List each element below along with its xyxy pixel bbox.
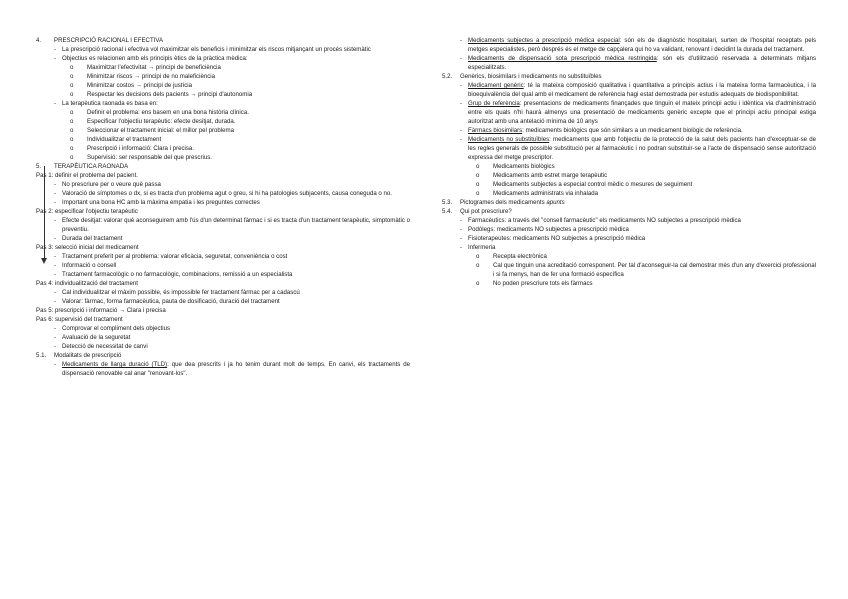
bullet-circle: o [70,73,74,80]
list-item [442,180,816,189]
section-number: 5.2. [442,73,453,80]
list-item [442,36,816,54]
item-text [468,54,816,72]
bullet-dash: - [54,334,57,341]
section-title: TERAPÈUTICA RAONADA [54,163,129,170]
list-item [36,234,410,243]
definition: Durada del tractament [62,235,123,242]
definition: Comprovar el compliment dels objectius [62,325,171,332]
subitem-text [493,279,816,288]
definition: Farmacèutics: a través del "consell farmacèutic" els medicaments NO subjectes a prescripció mèdica [468,217,741,224]
list-item [36,270,410,279]
subitem-label: Maximitzar l'efectivitat → principi de beneficiència [87,64,221,71]
list-item [36,198,410,207]
step-label: Pas 2: especificar l'objectiu terapèutic [36,208,138,215]
subitem-label: Respectar les decisions dels pacients → principi d'autonomia [87,91,253,98]
term: Medicament genèric [468,82,524,89]
item-text [62,270,410,279]
section-title: Qui pot prescriure? [460,208,512,215]
bullet-circle: o [476,172,480,179]
item-text [62,198,410,207]
list-item [442,216,816,225]
bullet-circle: o [476,190,480,197]
subitem-text [493,162,816,171]
list-item [36,297,410,306]
subitem-label: Individualitzar el tractament [87,136,162,143]
bullet-dash: - [54,289,57,296]
left-column [36,36,410,378]
list-item [442,126,816,135]
list-item [442,162,816,171]
section-note: apunts [546,199,565,206]
list-item [442,279,816,288]
subitem-text [493,171,816,180]
section-number: 5.4. [442,208,453,215]
bullet-dash: - [54,325,57,332]
definition: Valoració de símptomes o dx, si es tracta d'un problema agut o greu, si hi ha patologies subjacents, causa coneguda o no. [62,190,392,197]
list-item [36,72,410,81]
definition: : que dea prescrits i ja ho tenim durant molt de temps. En canvi, els tractaments de dispensació renovable cal anar "renovant-los". [62,361,411,377]
bullet-dash: - [54,253,57,260]
term: Medicaments no substituïbles [468,136,550,143]
list-item [36,342,410,351]
subitem-text [87,90,410,99]
list-item [36,54,410,63]
subitem-label: Medicaments subjectes a especial control mèdic o mesures de seguiment [493,181,693,188]
bullet-circle: o [476,280,480,287]
bullet-dash: - [54,217,57,224]
list-item [36,243,410,252]
term: Medicaments de dispensació sota prescripció mèdica restringida [468,55,657,62]
subitem-label: Seleccionar el tractament inicial: el millor pel problema [87,127,234,134]
section-number: 5.3. [442,199,453,206]
list-item [36,99,410,108]
bullet-dash: - [460,55,463,62]
step-label: Pas 4: individualització del tractament [36,280,138,287]
bullet-dash: - [54,46,57,53]
step-label: Pas 6: supervisió del tractament [36,316,123,323]
bullet-dash: - [460,244,463,251]
section-number: 5.1. [36,352,47,359]
bullet-dash: - [460,127,463,134]
bullet-dash: - [54,298,57,305]
list-item [36,81,410,90]
bullet-dash: - [54,190,57,197]
section-title: Modalitats de prescripció [54,352,122,359]
definition: Informació o consell [62,262,117,269]
definition: : té la mateixa composició qualitativa i quantitativa a principis actius i la mateixa forma farmacèutica, i la bioequivalència del qual amb el medicament de referència hagi estat demostrada per estudis adequats de biodisponibilitat. [468,82,816,98]
bullet-dash: - [54,361,57,368]
list-item [36,360,410,378]
definition: Valorar: fàrmac, forma farmacèutica, pauta de dosificació, duració del tractament [62,298,280,305]
definition: : medicaments biològics que són similars a un medicament biològic de referència. [522,127,743,134]
section-heading [442,198,816,207]
list-item [36,207,410,216]
section-heading [36,351,410,360]
bullet-dash: - [54,199,57,206]
section-heading [442,72,816,81]
definition: Fisioterapeutes: medicaments NO subjectes a prescripció mèdica [468,235,646,242]
bullet-circle: o [476,163,480,170]
right-column [442,36,816,288]
item-text [62,333,410,342]
item-text [468,81,816,99]
list-item [442,171,816,180]
bullet-dash: - [460,37,463,44]
term: Fàrmacs biosimilars [468,127,523,134]
definition: : medicaments que amb l'objectiu de la protecció de la salut dels pacients han d'exceptuar-se de les regles generals de possible substitució per al farmacèutic i no podran substituir-se a l'acte de dispensació sense autorització expressa del metge prescriptor. [468,136,816,161]
definition: No prescriure per o veure què passa [62,181,161,188]
item-text [468,99,816,126]
list-item [36,63,410,72]
item-text [62,261,410,270]
definition: : són els d'utilització reservada a determinats mitjans especialitzats. [468,55,817,71]
definition: Important una bona HC amb la màxima empatia i les preguntes correctes [62,199,260,206]
bullet-circle: o [70,145,74,152]
subitem-label: Definir el problema: ens basem en una bona història clínica. [87,109,249,116]
list-item [442,54,816,72]
subitem-label: Medicaments administrats via inhalada [493,190,598,197]
definition: Detecció de necessitat de canvi [62,343,148,350]
section-title: Pictogrames dels medicaments apunts [460,199,565,206]
item-text [468,225,816,234]
list-item [36,45,410,54]
item-text [468,36,816,54]
definition: : són els de diagnòstic hospitalari, surten de l'hospital receptats pels metges especialistes, però després és el metge de capçalera qui ho va validant, renovant i decidint la durada del tractament. [468,37,816,53]
list-item [36,216,410,234]
list-item [442,225,816,234]
subitem-label: Minimitzar costos → principi de justícia [87,82,192,89]
definition: Tractament farmacològic o no farmacològic, combinacions, remissió a un especialista [62,271,293,278]
bullet-circle: o [476,262,480,269]
term: Grup de referència [468,100,520,107]
definition: Avaluació de la seguretat [62,334,131,341]
definition: Infermeria [468,244,496,251]
bullet-circle: o [70,109,74,116]
item-text [62,324,410,333]
list-item [36,189,410,198]
list-item [36,90,410,99]
subitem-label: Especificar l'objectiu terapèutic: efecte desitjat, durada. [87,118,236,125]
list-item [36,108,410,117]
section-title: PRESCRIPCIÓ RACIONAL I EFECTIVA [54,37,164,44]
item-text [62,234,410,243]
bullet-dash: - [54,100,57,107]
subitem-text [87,108,410,117]
list-item [36,144,410,153]
bullet-dash: - [54,271,57,278]
list-item [442,252,816,261]
term: Medicaments de llarga duració (TLD) [62,361,168,368]
bullet-circle: o [70,154,74,161]
subitem-text [87,126,410,135]
subitem-label: Medicaments biològics [493,163,555,170]
subitem-label: Medicaments amb estret marge terapèutic [493,172,608,179]
bullet-circle: o [70,136,74,143]
subitem-text [493,252,816,261]
bullet-dash: - [460,226,463,233]
bullet-circle: o [70,91,74,98]
bullet-dash: - [460,136,463,143]
list-item [36,261,410,270]
item-text [62,360,410,378]
subitem-label: Recepta electrònica [493,253,547,260]
item-text [62,54,410,63]
subitem-text [87,63,410,72]
subitem-text [87,144,410,153]
list-item [36,126,410,135]
subitem-label: Supervisió: ser responsable del que prescrius. [87,154,212,161]
list-item [442,243,816,252]
list-item [36,324,410,333]
section-heading [36,36,410,45]
step-label: Pas 1: definir el problema del pacient. [36,172,138,179]
section-number: 5. [36,163,42,170]
bullet-dash: - [460,82,463,89]
term: Medicaments subjectes a prescripció mèdica especial [468,37,620,44]
section-number: 4. [36,37,42,44]
bullet-dash: - [460,217,463,224]
item-text [62,45,410,54]
item-text [62,99,410,108]
list-item [36,306,410,315]
item-text [62,288,410,297]
subitem-text [87,117,410,126]
step-label: Pas 5: prescripció i informació → Clara i precisa [36,307,166,314]
list-item [442,189,816,198]
subitem-label: Prescripció i informació: Clara i precisa. [87,145,195,152]
bullet-circle: o [70,118,74,125]
list-item [442,135,816,162]
section-title: Genèrics, biosimilars i medicaments no substituïbles [460,73,602,80]
bullet-dash: - [54,262,57,269]
subitem-label: Minimitzar riscos → principi de no maleficiència [87,73,216,80]
item-text [62,342,410,351]
definition: La terapèutica raonada es basa en: [62,100,158,107]
bullet-circle: o [476,181,480,188]
section-heading [36,162,410,171]
list-item [36,180,410,189]
list-item [36,288,410,297]
bullet-dash: - [54,343,57,350]
subitem-label: Cal que tinguin una acreditació corresponent. Per tal d'aconseguir-la cal demostrar més d'un any d'exercici professional i si fa menys, han de fer una formació específica [493,262,816,278]
list-item [36,135,410,144]
list-item [36,153,410,162]
item-text [468,126,816,135]
bullet-dash: - [460,235,463,242]
list-item [36,252,410,261]
subitem-text [493,180,816,189]
list-item [442,99,816,126]
subitem-text [87,72,410,81]
item-text [468,135,816,162]
definition: Podòlegs: medicaments NO subjectes a prescripció mèdica [468,226,629,233]
bullet-circle: o [70,127,74,134]
list-item [36,279,410,288]
item-text [62,216,410,234]
subitem-text [87,135,410,144]
step-label: Pas 3: selecció inicial del medicament [36,244,139,251]
list-item [36,333,410,342]
item-text [62,252,410,261]
bullet-dash: - [460,100,463,107]
item-text [62,180,410,189]
bullet-circle: o [70,82,74,89]
item-text [62,297,410,306]
item-text [468,216,816,225]
bullet-circle: o [70,64,74,71]
definition: La prescripció racional i efectiva vol maximitzar els beneficis i minimitzar els riscos mitjançant un procés sistemàtic [62,46,371,53]
item-text [62,189,410,198]
subitem-text [87,81,410,90]
bullet-dash: - [54,55,57,62]
bullet-dash: - [54,181,57,188]
definition: : presentacions de medicaments finançades que tinguin el mateix principi actiu i idèntica via d'administració entre els quals n'hi haurà almenys una presentació de medicaments genèric excepte que el principi actiu principal estiga autoritzat amb una antelació mínima de 10 anys [468,100,816,125]
list-item [442,234,816,243]
list-item [36,315,410,324]
subitem-text [87,153,410,162]
bullet-dash: - [54,235,57,242]
item-text [468,243,816,252]
definition: Objectius es relacionen amb els principis ètics de la pràctica mèdica: [62,55,248,62]
subitem-text [493,189,816,198]
list-item [442,81,816,99]
subitem-label: No poden prescriure tots els fàrmacs [493,280,593,287]
section-heading [442,207,816,216]
definition: Cal individualitzar el màxim possible, és impossible fer tractament fàrmac per a cadascú [62,289,300,296]
subitem-text [493,261,816,279]
definition: Efecte desitjat: valorar què aconseguirem amb l'ús d'un determinat fàrmac i si es tracta d'un tractament terapèutic, simptomàtic o preventiu. [62,217,410,233]
bullet-circle: o [476,253,480,260]
list-item [36,117,410,126]
definition: Tractament preferit per al problema: valorar eficàcia, seguretat, conveniència o cost [62,253,288,260]
list-item [442,261,816,279]
list-item [36,171,410,180]
item-text [468,234,816,243]
